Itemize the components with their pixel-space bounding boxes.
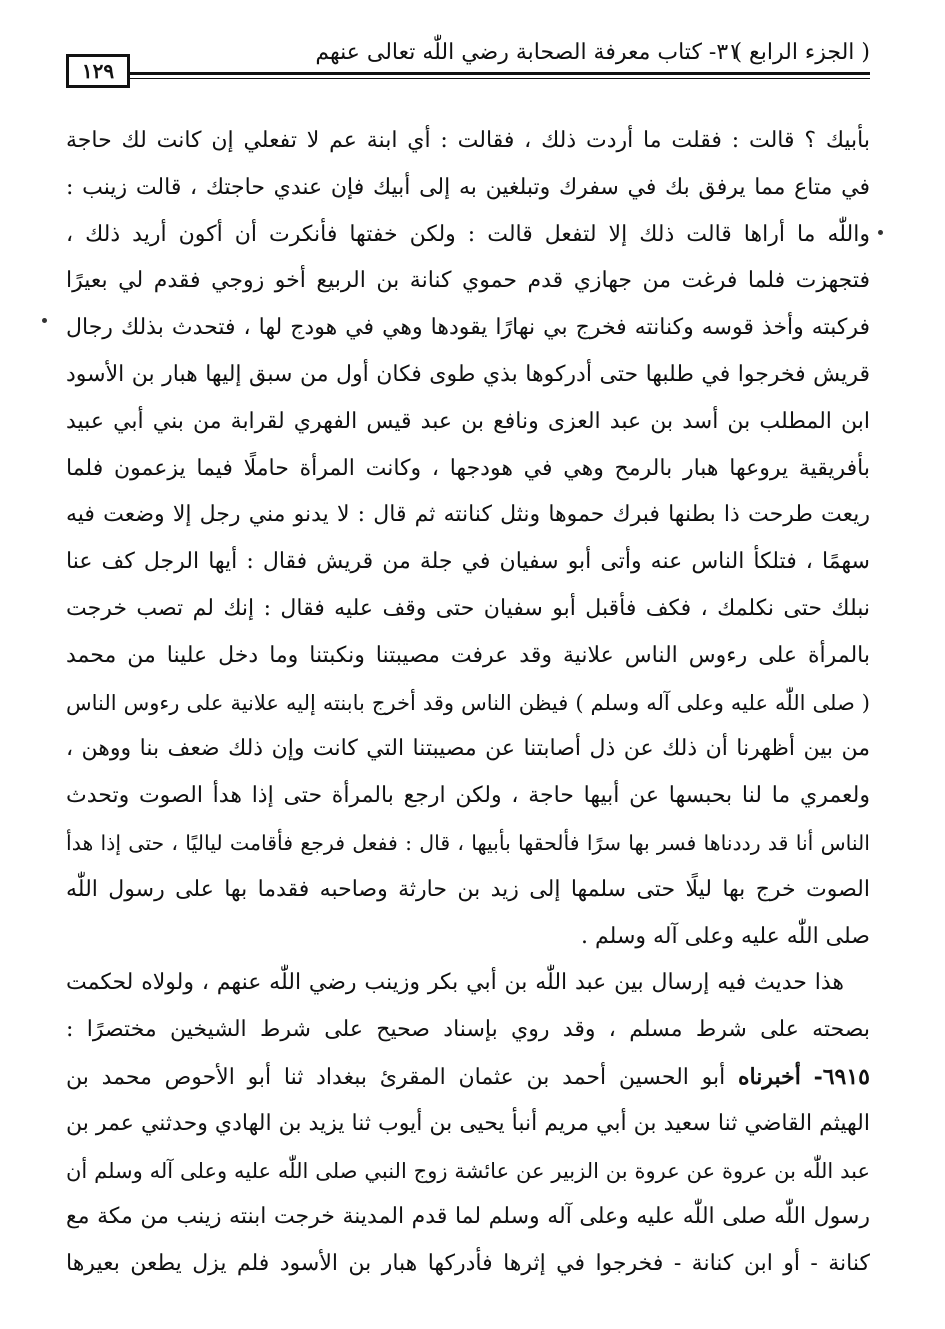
header-rule-thin [130,78,870,79]
margin-mark [878,230,883,235]
text-line: فركبته وأخذ قوسه وكنانته فخرج بي نهارًا يقودها وهي في هودج لها ، فتحدث بذلك رجال [66,315,870,341]
text-line: كنانة - أو ابن كنانة - فخرجوا في إثرها فأدركها هبار بن الأسود فلم يزل يطعن بعيرها [66,1251,870,1277]
volume-label: ( الجزء الرابع ) [733,40,870,65]
text-line: بصحته على شرط مسلم ، وقد روي بإسناد صحيح على شرط الشيخين مختصرًا : [66,1017,870,1043]
text-line: من بين أظهرنا أن ذلك عن ذل أصابتنا عن مصيبتنا التي كانت وإن ذلك ضعف بنا ووهن ، [66,736,870,762]
text-line: صلى اللّٰه عليه وعلى آله وسلم . [581,923,870,949]
hadith-first-line [66,1054,870,1101]
text-line: سهمًا ، فتلكأ الناس عنه وأتى أبو سفيان في جلة من قريش فقال : أيها الرجل كف عنا [66,549,870,575]
text-line: بأبيك ؟ قالت : فقلت ما أردت ذلك ، فقالت : أي ابنة عم لا تفعلي إن كانت لك حاجة [66,128,870,153]
margin-mark [42,318,47,323]
text-line: واللّٰه ما أراها قالت ذلك إلا لتفعل قالت : ولكن خفتها فأنكرت أن أكون أريد ذلك ، [66,221,870,247]
text-line: في متاع مما يرفق بك في سفرك وتبلغين به إلى أبيك فإن عندي حاجتك ، قالت زينب : [66,174,870,200]
chapter-title: ٣١- كتاب معرفة الصحابة رضي اللّٰه تعالى عنهم [315,40,740,65]
hadith-lead: أخبرناه [738,1063,801,1090]
text-line: نبلك حتى نكلمك ، فكف فأقبل أبو سفيان حتى وقف عليه فقال : إنك لم تصب خرجت [66,595,870,621]
text-line: الهيثم القاضي ثنا سعيد بن أبي مريم أنبأ يحيى بن أيوب ثنا يزيد بن الهادي وحدثني عمر بن [66,1110,870,1136]
text-line: ( صلى اللّٰه عليه وعلى آله وسلم ) فيظن الناس وقد أخرج بابنته إليه علانية على رءوس الناس [66,690,870,715]
page-number: ١٢٩ [66,54,130,88]
text-line: بالمرأة على رءوس الناس علانية وقد عرفت مصيبتنا ونكبتنا وما دخل علينا من محمد [66,642,870,668]
text-line: بأفريقية يروعها هبار بالرمح وهي في هودجها ، وكانت المرأة حاملًا فيما يزعمون فلما [66,455,870,481]
body-text [66,118,870,1288]
header-rule [130,72,870,75]
text-line: الناس أنا قد رددناها فسر بها سرًا فألحقها بأبيها ، قال : ففعل فرجع فأقامت لياليًا ، حتى إذا هدأ [66,830,870,855]
text-line: الصوت خرج بها ليلًا حتى سلمها إلى زيد بن حارثة وصاحبه فقدما بها على رسول اللّٰه [66,876,870,902]
text-line: رسول اللّٰه صلى اللّٰه عليه وعلى آله وسلم لما قدم المدينة خرجت ابنته زينب من مكة مع [66,1204,870,1230]
hadith-text: أبو الحسين أحمد بن عثمان المقرئ ببغداد ثنا أبو الأحوص محمد بن [66,1064,726,1090]
text-line: قريش فخرجوا في طلبها حتى أدركوها بذي طوى فكان أول من سبق إليها هبار بن الأسود [66,361,870,387]
text-line: ابن المطلب بن أسد بن عبد العزى ونافع بن عبد قيس الفهري لقرابة من بني أبي عبيد [66,408,870,434]
text-line: هذا حديث فيه إرسال بين عبد اللّٰه بن أبي بكر وزينب رضي اللّٰه عنهم ، ولولاه لحكمت [66,970,844,996]
text-line: ولعمري ما لنا بحبسها عن أبيها حاجة ، ولكن ارجع بالمرأة حتى إذا هدأ الصوت وتحدث [66,783,870,809]
page-header [64,36,870,96]
text-line: فتجهزت فلما فرغت من جهازي قدم حموي كنانة بن الربيع أخو زوجي فقدم لي بعيرًا [66,268,870,294]
hadith-number: ٦٩١٥- [813,1063,870,1090]
text-line: ريعت طرحت ذا بطنها فبرك حموها ونثل كنانته ثم قال : لا يدنو مني رجل إلا وضعت فيه [66,502,870,528]
text-line: عبد اللّٰه بن عروة عن عروة بن الزبير عن عائشة زوج النبي صلى اللّٰه عليه وعلى آله وسلم أن [66,1158,870,1183]
